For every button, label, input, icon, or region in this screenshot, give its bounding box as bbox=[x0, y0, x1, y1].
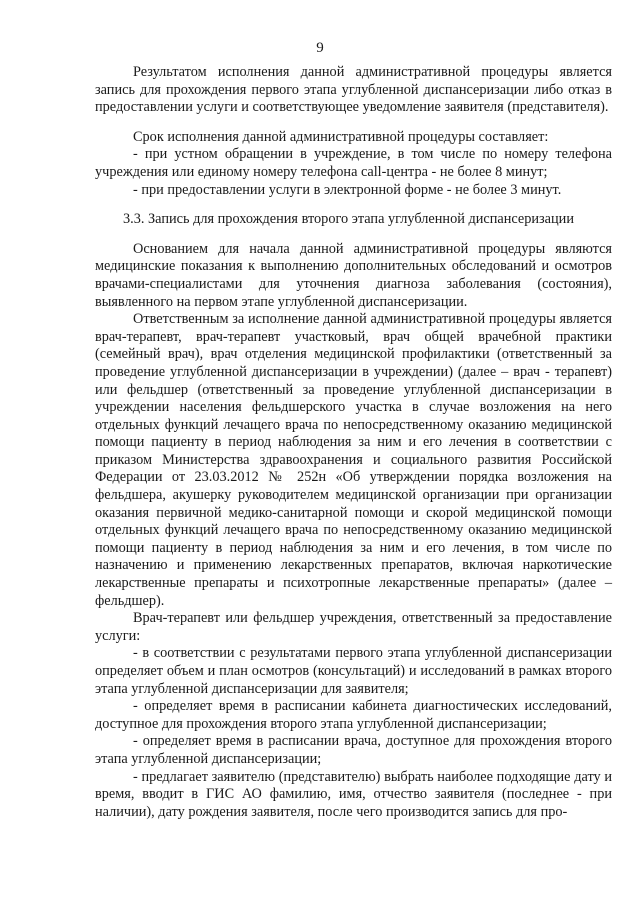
paragraph-diagnostic-time: - определяет время в расписании кабинета диагностических исследований, доступное для прохождения второго этапа углубленной диспансеризации; bbox=[95, 698, 612, 732]
document-body bbox=[95, 64, 612, 821]
page-number: 9 bbox=[316, 40, 324, 56]
section-heading: 3.3. Запись для прохождения второго этапа углубленной диспансеризации bbox=[123, 211, 574, 228]
paragraph-plan: - в соответствии с результатами первого этапа углубленной диспансеризации определяет объем и план осмотров (консультаций) и исследований в рамках второго этапа углубленной диспансеризации для заявителя; bbox=[95, 645, 612, 697]
paragraph-appointment: - предлагает заявителю (представителю) выбрать наиболее подходящие дату и время, вводит в ГИС АО фамилию, имя, отчество заявителя (последнее - при наличии), дату рождения заявителя, после чего производится запись для про- bbox=[95, 768, 612, 820]
paragraph-deadline-oral: - при устном обращении в учреждение, в том числе по номеру телефона учреждения или единому номеру телефона call-центра - не более 8 минут; bbox=[95, 146, 612, 180]
paragraph-basis: Основанием для начала данной административной процедуры являются медицинские показания к выполнению дополнительных обследований и осмотров врачами-специалистами для уточнения диагноза заболевания (состояния), выявленного на первом этапе углубленной диспансеризации. bbox=[95, 240, 612, 310]
paragraph-responsible: Ответственным за исполнение данной административной процедуры является врач-терапевт, врач-терапевт участковый, врач общей врачебной практики (семейный врач), врач отделения медицинской профилактики (ответственный за проведение углубленной диспансеризации в учреждении) (далее – врач - терапевт) или фельдшер (ответственный за проведение углубленной диспансеризации в учреждении населения фельдшерского участка в случае возложения на него отдельных функций лечащего врача по непосредственному оказанию медицинской помощи пациенту в период наблюдения за ним и его лечения в соответствии с приказом Министерства здравоохранения и социального развития Российской Федерации от 23.03.2012 № 252н «Об утверждении порядка возложения на фельдшера, акушерку руководителем медицинской организации при организации оказания первичной медико-санитарной помощи и скорой медицинской помощи отдельных функций лечащего врача по непосредственному оказанию медицинской помощи пациенту в период наблюдения за ним и его лечения, в том числе по назначению и применению лекарственных препаратов, включая наркотические лекарственные препараты и психотропные лекарственные препараты» (далее – фельдшер). bbox=[95, 311, 612, 609]
paragraph-provider: Врач-терапевт или фельдшер учреждения, ответственный за предоставление услуги: bbox=[95, 610, 612, 644]
paragraph-deadline-intro: Срок исполнения данной административной процедуры составляет: bbox=[133, 128, 549, 145]
paragraph-deadline-electronic: - при предоставлении услуги в электронной форме - не более 3 минут. bbox=[133, 181, 562, 198]
paragraph-result: Результатом исполнения данной административной процедуры является запись для прохождения первого этапа углубленной диспансеризации либо отказ в предоставлении услуги и соответствующее уведомление заявителя (представителя). bbox=[95, 64, 612, 116]
paragraph-doctor-time: - определяет время в расписании врача, доступное для прохождения второго этапа углубленной диспансеризации; bbox=[95, 733, 612, 767]
